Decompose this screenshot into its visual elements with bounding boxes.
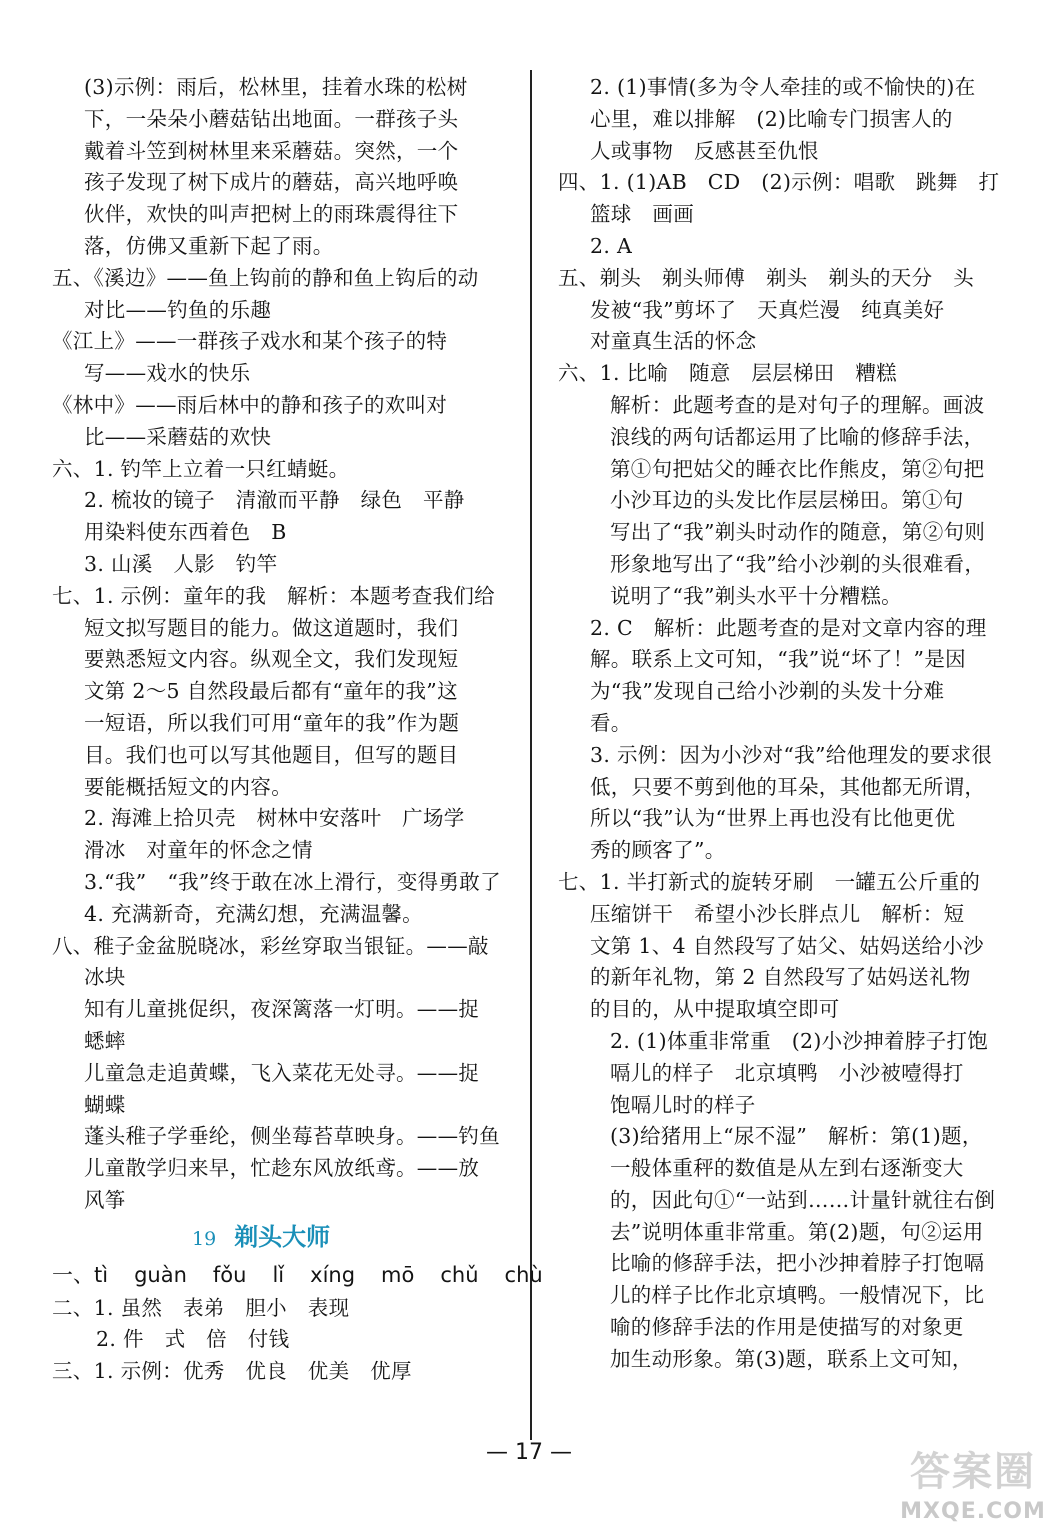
text-line: 2. 件 式 倍 付钱: [96, 1327, 290, 1352]
text-line: 落，仿佛又重新下起了雨。: [84, 233, 334, 258]
text-line: 为“我”发现自己给小沙剃的头发十分难: [590, 679, 945, 704]
text-line: 4. 充满新奇，充满幻想，充满温馨。: [84, 901, 423, 926]
text-line: 儿童急走追黄蝶，飞入菜花无处寻。——捉: [84, 1060, 480, 1085]
text-line: 三、1. 示例：优秀 优良 优美 优厚: [52, 1359, 412, 1384]
text-line: 《林中》——雨后林中的静和孩子的欢叫对: [52, 392, 448, 417]
text-line: 六、1. 钓竿上立着一只红蜻蜓。: [52, 456, 350, 481]
text-line: 用染料使东西着色 B: [84, 520, 287, 545]
text-line: 六、1. 比喻 随意 层层梯田 糟糕: [558, 361, 897, 386]
text-line: 七、1. 示例：童年的我 解析：本题考查我们给: [52, 583, 495, 608]
text-line: 要熟悉短文内容。纵观全文，我们发现短: [84, 647, 459, 672]
text-line: 喻的修辞手法的作用是使描写的对象更: [610, 1315, 964, 1340]
text-line: 的新年礼物，第 2 自然段写了姑妈送礼物: [590, 965, 971, 990]
pinyin-item: chǔ: [440, 1262, 479, 1287]
text-line: 解。联系上文可知，“我”说“坏了！”是因: [590, 647, 966, 672]
text-line: 看。: [590, 710, 632, 735]
text-line: 形象地写出了“我”给小沙剃的头很难看，: [610, 551, 986, 576]
section-title: 剃头大师: [234, 1221, 331, 1251]
text-line: 儿童散学归来早，忙趁东风放纸鸢。——放: [84, 1156, 480, 1181]
watermark-text: 答案圈: [910, 1449, 1036, 1495]
pinyin-item: tì: [94, 1262, 109, 1287]
text-line: 说明了“我”剃头水平十分糟糕。: [610, 583, 902, 608]
text-line: 知有儿童挑促织，夜深篱落一灯明。——捉: [84, 997, 480, 1022]
text-line: 秀的顾客了”。: [590, 838, 726, 863]
text-line: 文第 2～5 自然段最后都有“童年的我”这: [84, 679, 458, 704]
text-line: 2. 海滩上拾贝壳 树林中安落叶 广场学: [84, 806, 465, 831]
text-line: 2. C 解析：此题考查的是对文章内容的理: [590, 615, 987, 640]
left-column: [52, 72, 543, 1388]
text-line: 解析：此题考查的是对句子的理解。画波: [610, 392, 985, 417]
pinyin-prefix: 一、: [52, 1262, 94, 1287]
text-line: 比——采蘑菇的欢快: [84, 424, 272, 449]
pinyin-item: xíng: [310, 1262, 356, 1287]
section-number: 19: [192, 1227, 217, 1250]
text-line: 的目的，从中提取填空即可: [590, 997, 840, 1022]
section-heading: [52, 1217, 510, 1257]
text-line: 低，只要不剪到他的耳朵，其他都无所谓，: [590, 774, 986, 799]
text-line: 要能概括短文的内容。: [84, 774, 292, 799]
text-line: (3)示例：雨后，松林里，挂着水珠的松树: [84, 75, 468, 99]
text-line: 2. 梳妆的镜子 清澈而平静 绿色 平静: [84, 488, 465, 513]
text-line: 儿的样子比作北京填鸭。一般情况下，比: [610, 1283, 985, 1308]
text-line: 3.“我” “我”终于敢在冰上滑行，变得勇敢了: [84, 869, 501, 894]
text-line: 五、剃头 剃头师傅 剃头 剃头的天分 头: [558, 265, 974, 290]
pinyin-item: lǐ: [272, 1262, 285, 1287]
text-line: 下，一朵朵小蘑菇钻出地面。一群孩子头: [84, 106, 459, 131]
text-line: 所以“我”认为“世界上再也没有比他更优: [590, 806, 956, 831]
text-line: 加生动形象。第(3)题，联系上文可知，: [610, 1346, 973, 1371]
text-line: 戴着斗笠到树林里来采蘑菇。突然，一个: [84, 138, 459, 163]
pinyin-item: fǒu: [212, 1262, 247, 1287]
text-line: 2. A: [590, 233, 633, 258]
text-line: 篮球 画画: [590, 202, 694, 227]
text-line: 一般体重秤的数值是从左到右逐渐变大: [610, 1156, 964, 1181]
text-line: 浪线的两句话都运用了比喻的修辞手法，: [610, 424, 985, 449]
pinyin-item: mō: [381, 1262, 415, 1287]
text-line: 小沙耳边的头发比作层层梯田。第①句: [610, 488, 964, 513]
text-line: 孩子发现了树下成片的蘑菇，高兴地呼唤: [84, 170, 459, 195]
text-line: 发被“我”剪坏了 天真烂漫 纯真美好: [590, 297, 945, 322]
text-line: 四、1. (1)AB CD (2)示例：唱歌 跳舞 打: [558, 170, 1000, 195]
text-line: 冰块: [84, 965, 126, 990]
text-line: 目。我们也可以写其他题目，但写的题目: [84, 742, 459, 767]
text-line: 风筝: [84, 1187, 126, 1212]
left-after-block: [52, 1293, 510, 1388]
text-line: 蓬头稚子学垂纶，侧坐莓苔草映身。——钓鱼: [84, 1124, 500, 1149]
right-column: [558, 72, 1006, 1376]
text-line: 二、1. 虽然 表弟 胆小 表现: [52, 1295, 350, 1320]
text-line: 2. (1)体重非常重 (2)小沙抻着脖子打饱: [610, 1028, 989, 1053]
text-line: 心里，难以排解 (2)比喻专门损害人的: [590, 106, 953, 131]
text-line: 2. (1)事情(多为令人牵挂的或不愉快的)在: [590, 75, 976, 99]
text-line: 八、稚子金盆脱晓冰，彩丝穿取当银钲。——敲: [52, 933, 489, 958]
right-text-block: [558, 72, 1006, 1376]
left-text-block: [52, 72, 510, 1217]
pinyin-row: [52, 1257, 543, 1293]
column-divider: [530, 70, 532, 1440]
text-line: 写——戏水的快乐: [84, 361, 251, 386]
text-line: 对童真生活的怀念: [590, 329, 757, 354]
text-line: 嗝儿的样子 北京填鸭 小沙被噎得打: [610, 1060, 964, 1085]
pinyin-item: chù: [504, 1262, 543, 1287]
text-line: 第①句把姑父的睡衣比作熊皮，第②句把: [610, 456, 985, 481]
text-line: 伙伴，欢快的叫声把树上的雨珠震得往下: [84, 202, 459, 227]
page-number: — 17 —: [486, 1440, 572, 1465]
text-line: 写出了“我”剃头时动作的随意，第②句则: [610, 520, 986, 545]
text-line: 蟋蟀: [84, 1028, 126, 1053]
text-line: 七、1. 半打新式的旋转牙刷 一罐五公斤重的: [558, 869, 981, 894]
watermark-logo: [898, 1446, 1048, 1528]
text-line: 对比——钓鱼的乐趣: [84, 297, 272, 322]
text-line: 《江上》——一群孩子戏水和某个孩子的特: [52, 329, 448, 354]
pinyin-item: guàn: [134, 1262, 187, 1287]
watermark-url: MXQE.COM: [900, 1499, 1046, 1524]
text-line: 人或事物 反感甚至仇恨: [590, 138, 819, 163]
text-line: 一短语，所以我们可用“童年的我”作为题: [84, 710, 460, 735]
text-line: 的，因此句①“一站到……计量针就往右倒: [610, 1187, 996, 1212]
text-line: 蝴蝶: [84, 1092, 126, 1117]
text-line: 比喻的修辞手法，把小沙抻着脖子打饱嗝: [610, 1251, 985, 1276]
text-line: 滑冰 对童年的怀念之情: [84, 838, 313, 863]
text-line: 3. 示例：因为小沙对“我”给他理发的要求很: [590, 742, 993, 767]
text-line: 短文拟写题目的能力。做这道题时，我们: [84, 615, 459, 640]
text-line: (3)给猪用上“尿不湿” 解析：第(1)题，: [610, 1124, 983, 1149]
text-line: 去”说明体重非常重。第(2)题，句②运用: [610, 1219, 984, 1244]
text-line: 3. 山溪 人影 钓竿: [84, 551, 278, 576]
text-line: 压缩饼干 希望小沙长胖点儿 解析：短: [590, 901, 965, 926]
text-line: 五、《溪边》——鱼上钩前的静和鱼上钩后的动: [52, 265, 479, 290]
text-line: 饱嗝儿时的样子: [610, 1092, 756, 1117]
text-line: 文第 1、4 自然段写了姑父、姑妈送给小沙: [590, 933, 984, 958]
